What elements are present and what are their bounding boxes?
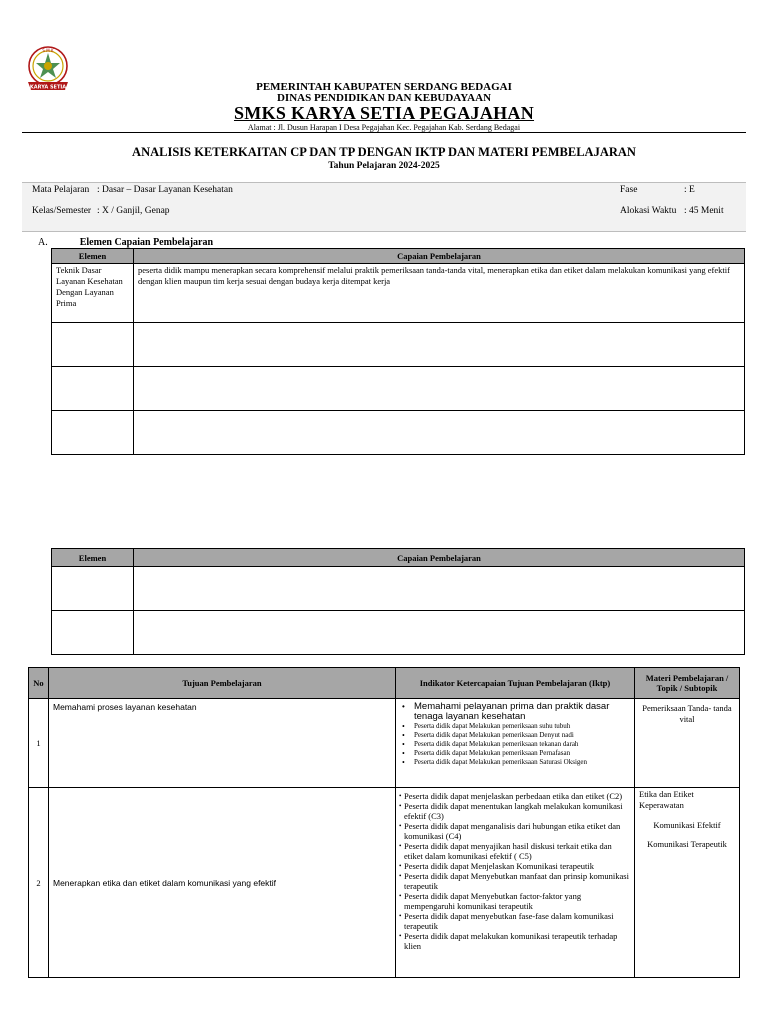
materi-komunikasi-terapeutik: Komunikasi Terapeutik: [647, 839, 727, 849]
section-a-heading: [38, 237, 213, 248]
tp-col-no: No: [29, 668, 49, 699]
academic-year: Tahun Pelajaran 2024-2025: [328, 161, 440, 171]
tp-row1-iktp: [396, 699, 635, 788]
fase-label: Fase: [620, 185, 638, 195]
tp-row1-no: 1: [29, 699, 49, 788]
empty-cell: [52, 567, 134, 611]
list-item: • Peserta didik dapat Menjelaskan Komunikasi terapeutik: [400, 861, 630, 871]
empty-cell: [134, 323, 745, 367]
materi-komunikasi-efektif: Komunikasi Efektif: [653, 820, 721, 830]
list-item: • Peserta didik dapat menjelaskan perbedaan etika dan etiket (C2): [400, 791, 630, 801]
list-item: • Peserta didik dapat Menyebutkan manfaat dan prinsip komunikasi terapeutik: [400, 871, 630, 891]
list-item: • Memahami pelayanan prima dan praktik dasar tenaga layanan kesehatan: [400, 702, 630, 722]
tp-row2-materi: [635, 788, 740, 978]
header-line-2: DINAS PENDIDIKAN DAN KEBUDAYAAN: [276, 92, 492, 104]
list-item: • Peserta didik dapat Menyebutkan factor-faktor yang mempengaruhi komunikasi terapeutik: [400, 891, 630, 911]
cp-row1-elemen: Teknik Dasar Layanan Kesehatan Dengan Layanan Prima: [52, 264, 134, 323]
list-item: • Peserta didik dapat Melakukan pemeriksaan tekanan darah: [400, 740, 630, 749]
tp-col-tujuan: Tujuan Pembelajaran: [49, 668, 396, 699]
school-name: SMKS KARYA SETIA PEGAJAHAN: [233, 103, 535, 123]
list-item: • Peserta didik dapat Melakukan pemeriksaan Pernafasan: [400, 749, 630, 758]
empty-cell: [134, 411, 745, 455]
cp-col-capaian: Capaian Pembelajaran: [134, 249, 745, 264]
empty-cell: [134, 567, 745, 611]
tp-row2-no: 2: [29, 788, 49, 978]
empty-cell: [134, 611, 745, 655]
section-a-letter: A.: [38, 237, 48, 248]
list-item: • Peserta didik dapat menyebutkan fase-fase dalam komunikasi terapeutik: [400, 911, 630, 931]
document-title: ANALISIS KETERKAITAN CP DAN TP DENGAN IKTP DAN MATERI PEMBELAJARAN: [132, 145, 636, 159]
empty-cell: [52, 411, 134, 455]
list-item: • Peserta didik dapat menyajikan hasil diskusi terkait etika dan etiket dalam komunikasi efektif ( C5): [400, 841, 630, 861]
tp-row2-tujuan: Menerapkan etika dan etiket dalam komunikasi yang efektif: [49, 788, 396, 978]
list-item: • Peserta didik dapat menentukan langkah melakukan komunikasi efektif (C3): [400, 801, 630, 821]
kelas-label: Kelas/Semester: [32, 206, 92, 216]
tp-row1-materi: Pemeriksaan Tanda- tanda vital: [635, 699, 740, 788]
cp-col-elemen: Elemen: [52, 249, 134, 264]
table-row: [52, 264, 745, 323]
empty-cell: [134, 367, 745, 411]
alokasi-label: Alokasi Waktu: [620, 206, 677, 216]
table-row: [29, 788, 740, 978]
list-item: • Peserta didik dapat melakukan komunikasi terapeutik terhadap klien: [400, 931, 630, 951]
list-item: • Peserta didik dapat menganalisis dari hubungan etika etiket dan komunikasi (C4): [400, 821, 630, 841]
cp2-col-elemen: Elemen: [52, 549, 134, 567]
cp-row1-capaian: peserta didik mampu menerapkan secara komprehensif melalui praktik pemeriksaan tanda-tanda vital, menerapkan etika dan etiket dalam melakukan komunikasi yang efektif dengan klien maupun tim kerja sesuai dengan budaya kerja ditempat kerja: [134, 264, 745, 323]
header-line-1: PEMERINTAH KABUPATEN SERDANG BEDAGAI: [256, 81, 512, 93]
list-item: • Peserta didik dapat Melakukan pemeriksaan Denyut nadi: [400, 731, 630, 740]
table-row: [52, 323, 745, 367]
list-item: • Peserta didik dapat Melakukan pemeriksaan Saturasi Oksigen: [400, 758, 630, 767]
mapel-label: Mata Pelajaran: [32, 185, 90, 195]
fase-value: : E: [684, 185, 695, 195]
empty-cell: [52, 367, 134, 411]
list-item: • Peserta didik dapat Melakukan pemeriksaan suhu tubuh: [400, 722, 630, 731]
iktp-list-2: [400, 791, 630, 951]
svg-text:S M K: S M K: [42, 48, 54, 53]
tp-table: [28, 667, 740, 978]
empty-cell: [52, 611, 134, 655]
cp-table-2: [51, 548, 745, 655]
iktp-list-1: [400, 702, 630, 767]
cp2-col-capaian: Capaian Pembelajaran: [134, 549, 745, 567]
empty-cell: [52, 323, 134, 367]
section-a-title: Elemen Capaian Pembelajaran: [79, 237, 214, 248]
school-address: Alamat : Jl. Dusun Harapan I Desa Pegajahan Kec. Pegajahan Kab. Serdang Bedagai: [247, 123, 521, 132]
kelas-value: : X / Ganjil, Genap: [97, 206, 170, 216]
tp-col-materi: Materi Pembelajaran / Topik / Subtopik: [635, 668, 740, 699]
logo-text: KARYA SETIA: [29, 84, 67, 91]
cp-table: [51, 248, 745, 455]
table-row: [29, 699, 740, 788]
tp-row2-iktp: [396, 788, 635, 978]
tp-col-iktp: Indikator Ketercapaian Tujuan Pembelajaran (Iktp): [396, 668, 635, 699]
table-row: [52, 611, 745, 655]
materi-etika: Etika dan Etiket Keperawatan: [639, 789, 694, 810]
table-row: [52, 411, 745, 455]
mapel-value: : Dasar – Dasar Layanan Kesehatan: [97, 185, 233, 195]
tp-row1-tujuan: Memahami proses layanan kesehatan: [49, 699, 396, 788]
table-row: [52, 567, 745, 611]
table-row: [52, 367, 745, 411]
header-divider: [22, 132, 746, 133]
alokasi-value: : 45 Menit: [684, 206, 724, 216]
